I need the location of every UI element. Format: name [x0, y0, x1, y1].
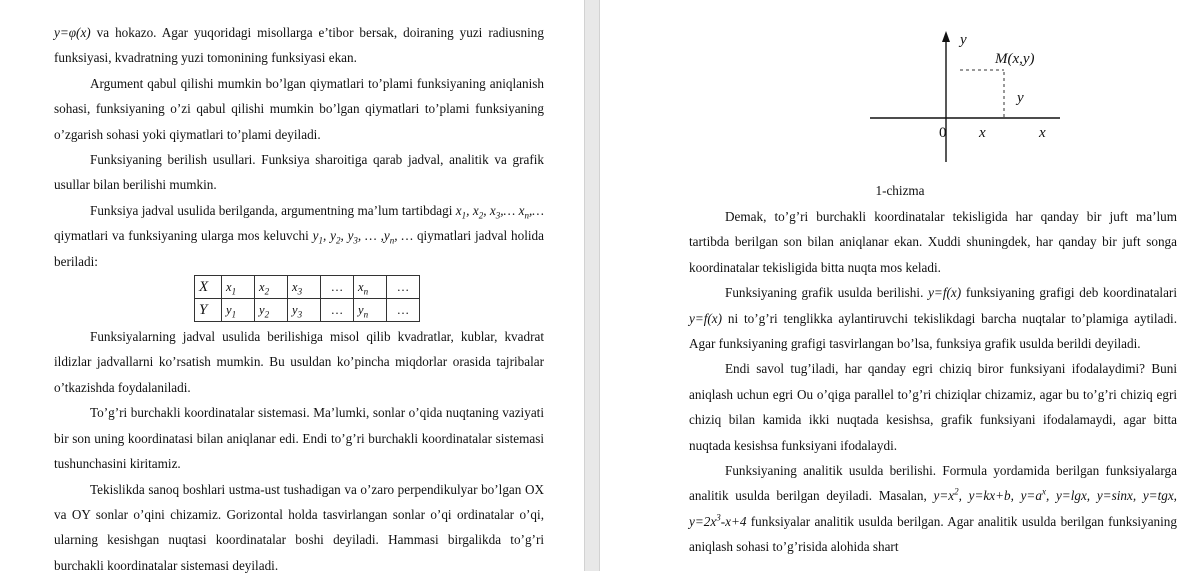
- formula-examples: $y=x^2$, y=kx+b, $y=a^x$, y=lgx, y=sinx, y=tgx, $y=2x^3-x+4$: [689, 488, 1177, 528]
- y-axis-arrow: [942, 31, 950, 42]
- left-text-column: [54, 20, 544, 578]
- paragraph-2: Argument qabul qilishi mumkin bo’lgan qiymatlari to’plami funksiyaning aniqlanish sohasi, funksiyaning o’zi qabul qilishi mumkin bo’lgan qiymatlari to’plami funksiyaning o’zgarish sohasi yoki qiymatlari to’plami deyiladi.: [54, 71, 544, 147]
- paragraph-r2-a: Funksiyaning grafik usulda berilishi.: [725, 285, 928, 300]
- y-coordinate-label: y: [1015, 90, 1024, 106]
- table-cell: $y_3$: [288, 299, 321, 322]
- paragraph-7: Tekislikda sanoq boshlari ustma-ust tushadigan va o’zaro perpendikulyar bo’lgan OX va OY sonlar o’qini chizamiz. Gorizontal holda tasvirlangan sonlar o’qi ordinatalar o’qi, ularning kesishgan nuqtasi koordinatalar boshi deyiladi. Hammasi birgalikda to’g’ri burchakli koordinatalar sistemasi deyiladi.: [54, 477, 544, 578]
- table-cell: X: [195, 276, 222, 299]
- page-gutter: [584, 0, 600, 571]
- paragraph-4-b: qiymatlari va funksiyaning ularga mos keluvchi: [54, 228, 313, 243]
- table-cell: $y_1$: [222, 299, 255, 322]
- x-coordinate-label: x: [978, 125, 986, 141]
- table-cell: $x_n$: [354, 276, 387, 299]
- table-cell: $y_2$: [255, 299, 288, 322]
- y-axis-label: y: [958, 32, 967, 48]
- figure-caption: 1-chizma: [600, 181, 1200, 201]
- paragraph-6: To’g’ri burchakli koordinatalar sistemasi. Ma’lumki, sonlar o’qida nuqtaning vaziyati bir son uning koordinatasi bilan aniqlanar edi. Endi to’g’ri burchakli koordinatalar sistemasi tushunchasini kiritamiz.: [54, 400, 544, 476]
- paragraph-4-a: Funksiya jadval usulida berilganda, argumentning ma’lum tartibdagi: [90, 203, 456, 218]
- formula-yfx: y=f(x): [928, 285, 961, 300]
- paragraph-r3: Endi savol tug’iladi, har qanday egri chiziq biror funksiyani ifodalaydimi? Buni aniqlash uchun egri Ou o’qiga parallel to’g’ri chiziqlar chizamiz, agar bu to’g’ri chiziq egri chiziq bilan kamida ikki nuqtada kesishsa, grafik funksiyani ifodalamaydi, agar bitta nuqtada kesishsa funksiyani ifodalaydi.: [689, 356, 1177, 458]
- formula-yfx-2: y=f(x): [689, 311, 722, 326]
- table-cell: $y_n$: [354, 299, 387, 322]
- paragraph-4-c: qiymatlari jadval holida beriladi:: [54, 228, 544, 268]
- paragraph-r4-c: funksiyalar analitik usulda berilgan. Agar analitik usulda berilgan funksiyaning aniqlash sohasi to’g’risida alohida shart: [689, 514, 1177, 554]
- paragraph-1: y=φ(x) va hokazo. Agar yuqoridagi misollarga e’tibor bersak, doiraning yuzi radiusning funksiyasi, kvadratning yuzi tomonining funksiyasi ekan.: [54, 20, 544, 71]
- value-table: [194, 275, 420, 322]
- left-page: [0, 0, 584, 571]
- table-cell: $x_3$: [288, 276, 321, 299]
- right-page: [600, 0, 1200, 571]
- table-cell: …: [387, 299, 420, 322]
- table-row-y: [195, 299, 420, 322]
- paragraph-4: [54, 198, 544, 274]
- point-label: M(x,y): [994, 51, 1035, 67]
- x-values-sequence: $x_1$, $x_2$, $x_3,\dots$ $x_n,\dots$: [456, 203, 544, 218]
- paragraph-r4: [689, 458, 1177, 560]
- table-cell: $x_2$: [255, 276, 288, 299]
- table-cell: Y: [195, 299, 222, 322]
- paragraph-r2-e: ni to’g’ri tenglikka aylantiruvchi tekislikdagi barcha nuqtalar to’plamiga aytiladi. Agar funksiyaning grafigi tasvirlangan bo’lsa, funksiya grafik usulda berildi deyiladi.: [689, 311, 1177, 351]
- paragraph-3: Funksiyaning berilish usullari. Funksiya sharoitiga qarab jadval, analitik va grafik usullar bilan berilishi mumkin.: [54, 147, 544, 198]
- paragraph-r2: [689, 280, 1177, 356]
- table-cell: $x_1$: [222, 276, 255, 299]
- origin-label: 0: [939, 125, 947, 141]
- coordinate-system-figure: [870, 28, 1070, 168]
- right-text-column: [689, 204, 1177, 560]
- y-values-sequence: $y_1$, $y_2$, $y_3$, … $,y_n$, …: [313, 228, 414, 243]
- x-axis-label: x: [1038, 125, 1046, 141]
- table-cell: …: [387, 276, 420, 299]
- paragraph-r2-c: funksiyaning grafigi deb koordinatalari: [961, 285, 1177, 300]
- table-row-x: [195, 276, 420, 299]
- paragraph-r1: Demak, to’g’ri burchakli koordinatalar tekisligida har qanday bir juft ma’lum tartibda berilgan son bilan aniqlanar ekan. Xuddi shuningdek, har qanday bir juft songa koordinatalar tekisligida bitta nuqta mos keladi.: [689, 204, 1177, 280]
- table-cell: …: [321, 299, 354, 322]
- table-cell: …: [321, 276, 354, 299]
- paragraph-5: Funksiyalarning jadval usulida berilishiga misol qilib kvadratlar, kublar, kvadrat ildizlar jadvallarni ko’rsatish mumkin. Bu usuldan ko’pincha miqdorlar orasida tajribalar o’tkazishda foydalaniladi.: [54, 324, 544, 400]
- paragraph-r4-a: Funksiyaning analitik usulda berilishi. Formula yordamida berilgan funksiyalarga analitik usulda berilgan deyiladi. Masalan,: [689, 463, 1177, 503]
